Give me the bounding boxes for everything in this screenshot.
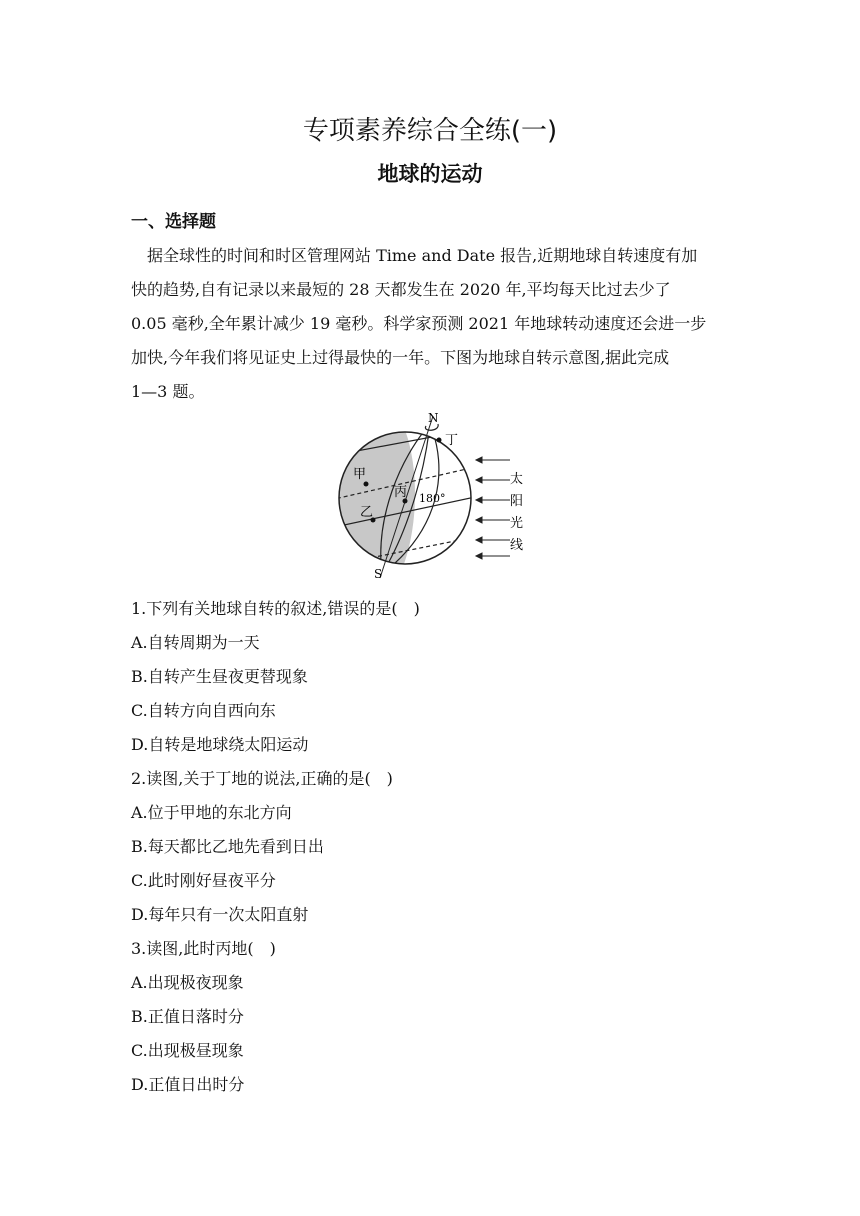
earth-rotation-figure <box>330 408 540 586</box>
north-label: N <box>428 411 439 425</box>
earth-rotation-diagram <box>330 408 540 586</box>
option-d: D.每年只有一次太阳直射 <box>131 905 309 924</box>
sunlight-label-char: 太 <box>510 472 524 487</box>
option-b: B.正值日落时分 <box>131 1007 244 1026</box>
meridian-label: 180° <box>419 492 446 505</box>
intro-line: 1—3 题。 <box>131 382 205 401</box>
option-b: B.自转产生昼夜更替现象 <box>131 667 308 686</box>
page-subtitle: 地球的运动 <box>377 162 483 186</box>
point-jia-label: 甲 <box>353 467 367 482</box>
sunlight-label-char: 线 <box>510 538 524 553</box>
option-d: D.正值日出时分 <box>131 1075 245 1094</box>
option-a: A.位于甲地的东北方向 <box>131 803 292 822</box>
south-label: S <box>374 567 383 581</box>
point-yi-label: 乙 <box>360 505 374 520</box>
sunlight-label-char: 阳 <box>510 494 524 509</box>
intro-line: 快的趋势,自有记录以来最短的 28 天都发生在 2020 年,平均每天比过去少了 <box>131 280 671 299</box>
intro-line: 加快,今年我们将见证史上过得最快的一年。下图为地球自转示意图,据此完成 <box>131 348 670 367</box>
intro-paragraph <box>131 239 731 409</box>
option-b: B.每天都比乙地先看到日出 <box>131 837 324 856</box>
intro-line: 据全球性的时间和时区管理网站 Time and Date 报告,近期地球自转速度有加 <box>147 246 698 265</box>
point-jia-marker <box>364 482 369 487</box>
question-stem: 3.读图,此时丙地( ) <box>131 939 276 958</box>
option-a: A.出现极夜现象 <box>131 973 244 992</box>
option-a: A.自转周期为一天 <box>131 633 260 652</box>
question-stem: 2.读图,关于丁地的说法,正确的是( ) <box>131 769 393 788</box>
option-c: C.出现极昼现象 <box>131 1041 244 1060</box>
intro-line: 0.05 毫秒,全年累计减少 19 毫秒。科学家预测 2021 年地球转动速度还会进一步 <box>131 314 707 333</box>
question-list <box>131 592 731 1102</box>
question-stem: 1.下列有关地球自转的叙述,错误的是( ) <box>131 599 420 618</box>
sunlight-label-char: 光 <box>510 516 524 531</box>
option-c: C.自转方向自西向东 <box>131 701 276 720</box>
option-d: D.自转是地球绕太阳运动 <box>131 735 309 754</box>
section-heading: 一、选择题 <box>131 212 216 232</box>
sunlight-arrows <box>476 457 510 559</box>
point-bing-label: 丙 <box>394 485 408 500</box>
point-ding-marker <box>437 438 442 443</box>
point-ding-label: 丁 <box>445 433 459 448</box>
option-c: C.此时刚好昼夜平分 <box>131 871 276 890</box>
page-title: 专项素养综合全练(一) <box>302 116 558 146</box>
